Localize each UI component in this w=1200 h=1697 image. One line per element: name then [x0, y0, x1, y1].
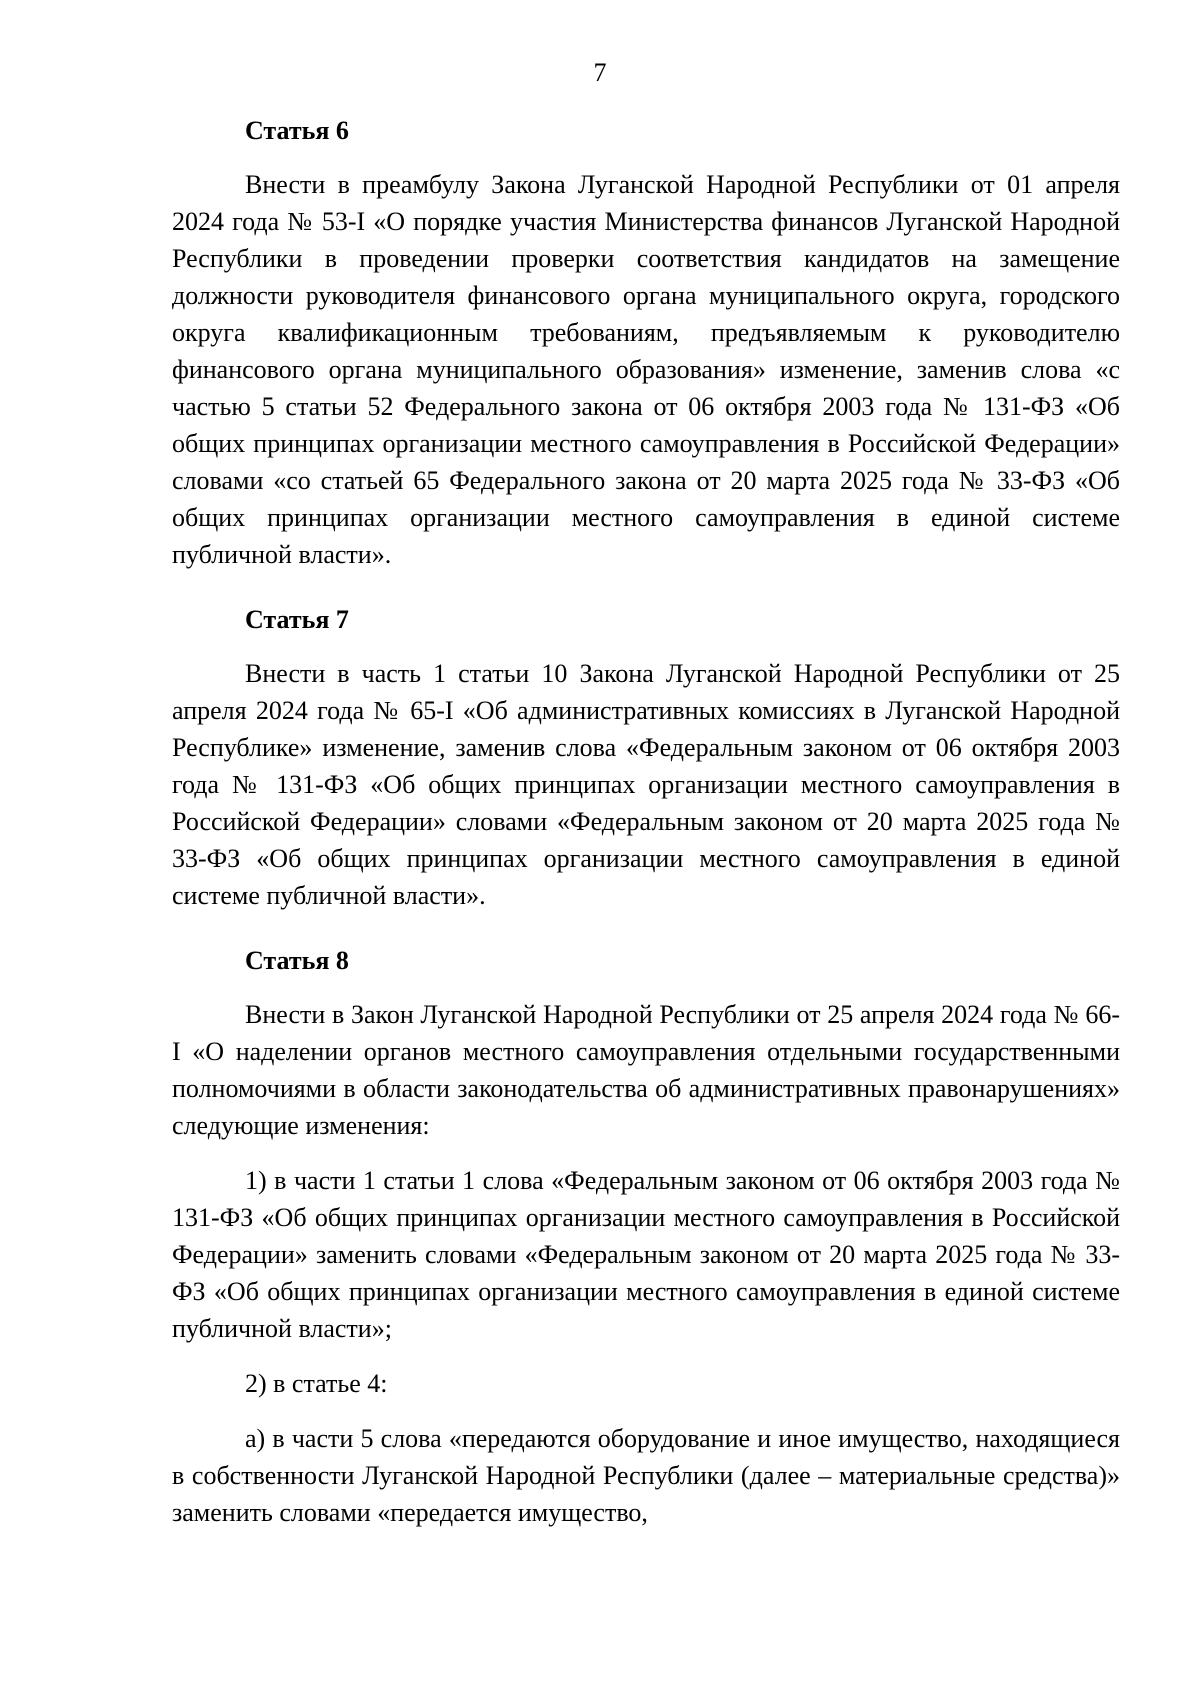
article-paragraph: Внести в часть 1 статьи 10 Закона Луганской Народной Республики от 25 апреля 2024 года № 65-I «Об административных комиссиях в Луганской Народной Республике» изменение, заменив слова «Федеральным законом от 06 октября 2003 года № 131-ФЗ «Об общих принципах организации местного самоуправления в Российской Федерации» словами «Федеральным законом от 20 марта 2025 года № 33-ФЗ «Об общих принципах организации местного самоуправления в единой системе публичной власти». [172, 659, 1120, 910]
document-body [172, 112, 1120, 1531]
article-paragraph: 2) в статье 4: [245, 1369, 388, 1398]
article-heading: Статья 6 [245, 116, 349, 145]
article-paragraph: а) в части 5 слова «передаются оборудование и иное имущество, находящиеся в собственности Луганской Народной Республики (далее – материальные средства)» заменить словами «передается имущество, [172, 1424, 1120, 1527]
article-paragraph: Внести в Закон Луганской Народной Республики от 25 апреля 2024 года № 66-I «О наделении органов местного самоуправления отдельными государственными полномочиями в области законодательства об административных правонарушениях» следующие изменения: [172, 1000, 1120, 1140]
article-heading: Статья 7 [245, 605, 349, 634]
page-number: 7 [593, 58, 607, 87]
article-heading: Статья 8 [245, 946, 349, 975]
article-paragraph: 1) в части 1 статьи 1 слова «Федеральным законом от 06 октября 2003 года № 131-ФЗ «Об общих принципах организации местного самоуправления в Российской Федерации» заменить словами «Федеральным законом от 20 марта 2025 года № 33-ФЗ «Об общих принципах организации местного самоуправления в единой системе публичной власти»; [172, 1166, 1120, 1343]
article-paragraph: Внести в преамбулу Закона Луганской Народной Республики от 01 апреля 2024 года № 53-I «О порядке участия Министерства финансов Луганской Народной Республики в проведении проверки соответствия кандидатов на замещение должности руководителя финансового органа муниципального округа, городского округа квалификационным требованиям, предъявляемым к руководителю финансового органа муниципального образования» изменение, заменив слова «с частью 5 статьи 52 Федерального закона от 06 октября 2003 года № 131-ФЗ «Об общих принципах организации местного самоуправления в Российской Федерации» словами «со статьей 65 Федерального закона от 20 марта 2025 года № 33-ФЗ «Об общих принципах организации местного самоуправления в единой системе публичной власти». [172, 170, 1120, 569]
